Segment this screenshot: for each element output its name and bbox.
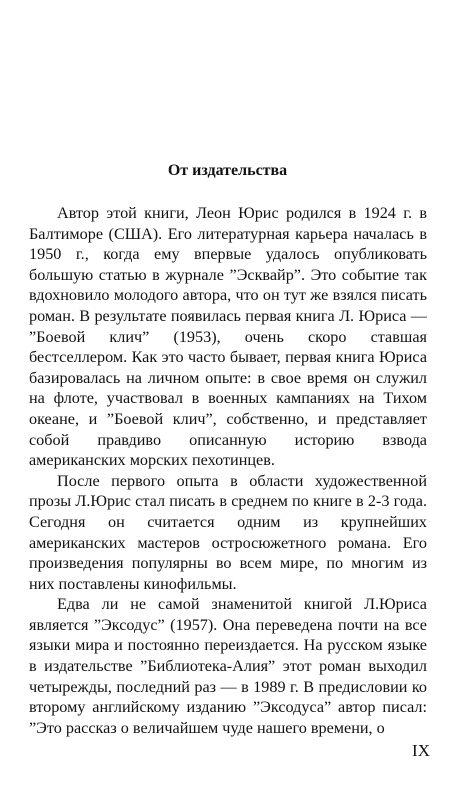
section-heading: От издательства bbox=[167, 162, 288, 179]
body-text bbox=[29, 203, 427, 738]
paragraph-2: После первого опыта в области художественной прозы Л.Юрис стал писать в среднем по книге в 2-3 года. Сегодня он считается одним из крупнейших американских мастеров остросюжетного романа. Его произведения популярны во всем мире, по многим из них поставлены кинофильмы. bbox=[29, 471, 427, 593]
paragraph-3: Едва ли не самой знаменитой книгой Л.Юриса является ”Эксодус” (1957). Она переведена почти на все языки мира и постоянно переиздается. На русском языке в издательстве ”Библиотека-Алия” этот роман выходил четырежды, последний раз — в 1989 г. В предисловии ко второму английскому изданию ”Эксодуса” автор писал: ”Это рассказ о величайшем чуде нашего времени, о bbox=[29, 595, 427, 737]
page-number: IX bbox=[412, 741, 430, 760]
paragraph-1: Автор этой книги, Леон Юрис родился в 1924 г. в Балтиморе (США). Его литературная карьера началась в 1950 г., когда ему впервые удалось опубликовать большую статью в журнале ”Эсквайр”. Это событие так вдохновило молодого автора, что он тут же взялся писать роман. В результате появилась первая книга Л. Юриса — ”Боевой клич” (1953), очень скоро ставшая бестселлером. Как это часто бывает, первая книга Юриса базировалась на личном опыте: в свое время он служил на флоте, участвовал в военных кампаниях на Тихом океане, и ”Боевой клич”, собственно, и представляет собой правдиво описанную историю взвода американских морских пехотинцев. bbox=[29, 204, 427, 470]
